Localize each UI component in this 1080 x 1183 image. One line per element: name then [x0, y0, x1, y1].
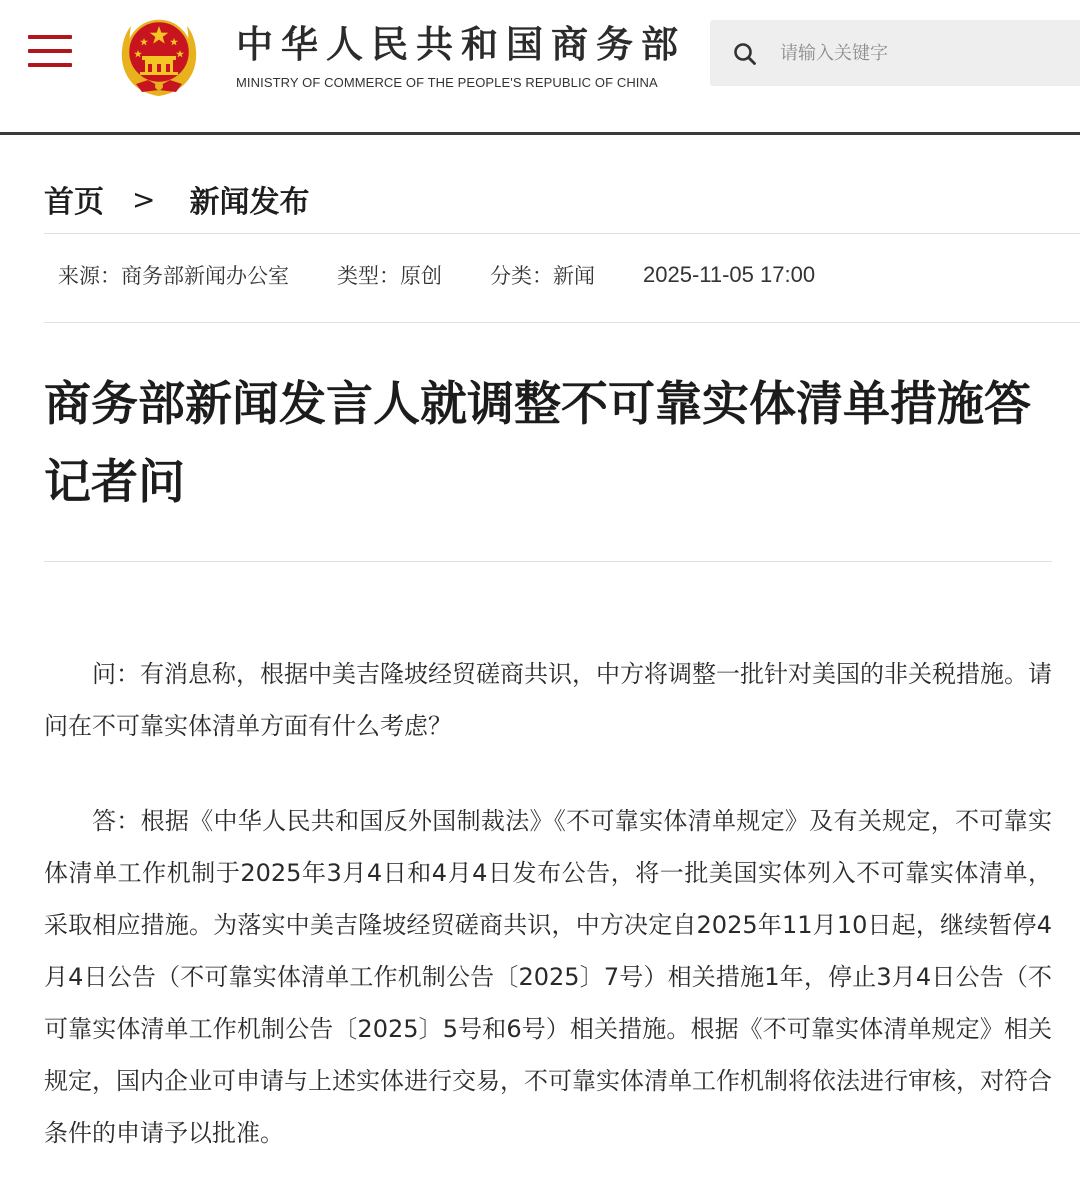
search-input[interactable] [780, 32, 1060, 74]
article-answer: 答：根据《中华人民共和国反外国制裁法》《不可靠实体清单规定》及有关规定，不可靠实体清单工作机制于2025年3月4日和4月4日发布公告，将一批美国实体列入不可靠实体清单，采取相应措施。为落实中美吉隆坡经贸磋商共识，中方决定自2025年11月10日起，继续暂停4月4日公告（不可靠实体清单工作机制公告〔2025〕7号）相关措施1年，停止3月4日公告（不可靠实体清单工作机制公告〔2025〕5号和6号）相关措施。根据《不可靠实体清单规定》相关规定，国内企业可申请与上述实体进行交易，不可靠实体清单工作机制将依法进行审核，对符合条件的申请予以批准。 [44, 807, 1052, 1147]
article-question: 问：有消息称，根据中美吉隆坡经贸磋商共识，中方将调整一批针对美国的非关税措施。请问在不可靠实体清单方面有什么考虑？ [44, 660, 1052, 740]
national-emblem[interactable] [114, 10, 204, 102]
meta-category: 分类：新闻 [490, 264, 595, 288]
divider [44, 233, 1080, 234]
breadcrumb-separator: > [132, 182, 156, 216]
hamburger-menu-icon[interactable] [28, 33, 74, 71]
ministry-name-cn: 中华人民共和国商务部 [236, 22, 686, 66]
menu-bar [28, 63, 72, 67]
divider [44, 322, 1080, 323]
breadcrumb [44, 176, 309, 222]
breadcrumb-current[interactable]: 新闻发布 [189, 185, 310, 220]
menu-bar [28, 49, 72, 53]
article-title: 商务部新闻发言人就调整不可靠实体清单措施答记者问 [44, 377, 1031, 510]
ministry-name[interactable] [236, 20, 686, 90]
search-icon[interactable] [732, 41, 758, 67]
search-box [710, 20, 1080, 86]
breadcrumb-home[interactable]: 首页 [44, 185, 104, 220]
site-header [0, 0, 1080, 135]
menu-bar [28, 35, 72, 39]
ministry-name-en: MINISTRY OF COMMERCE OF THE PEOPLE'S REPUBLIC OF CHINA [236, 75, 658, 90]
meta-datetime: 2025-11-05 17:00 [643, 262, 816, 287]
meta-type: 类型：原创 [337, 264, 442, 288]
article-meta [58, 259, 815, 291]
meta-source: 来源：商务部新闻办公室 [58, 264, 289, 288]
divider [44, 561, 1052, 562]
